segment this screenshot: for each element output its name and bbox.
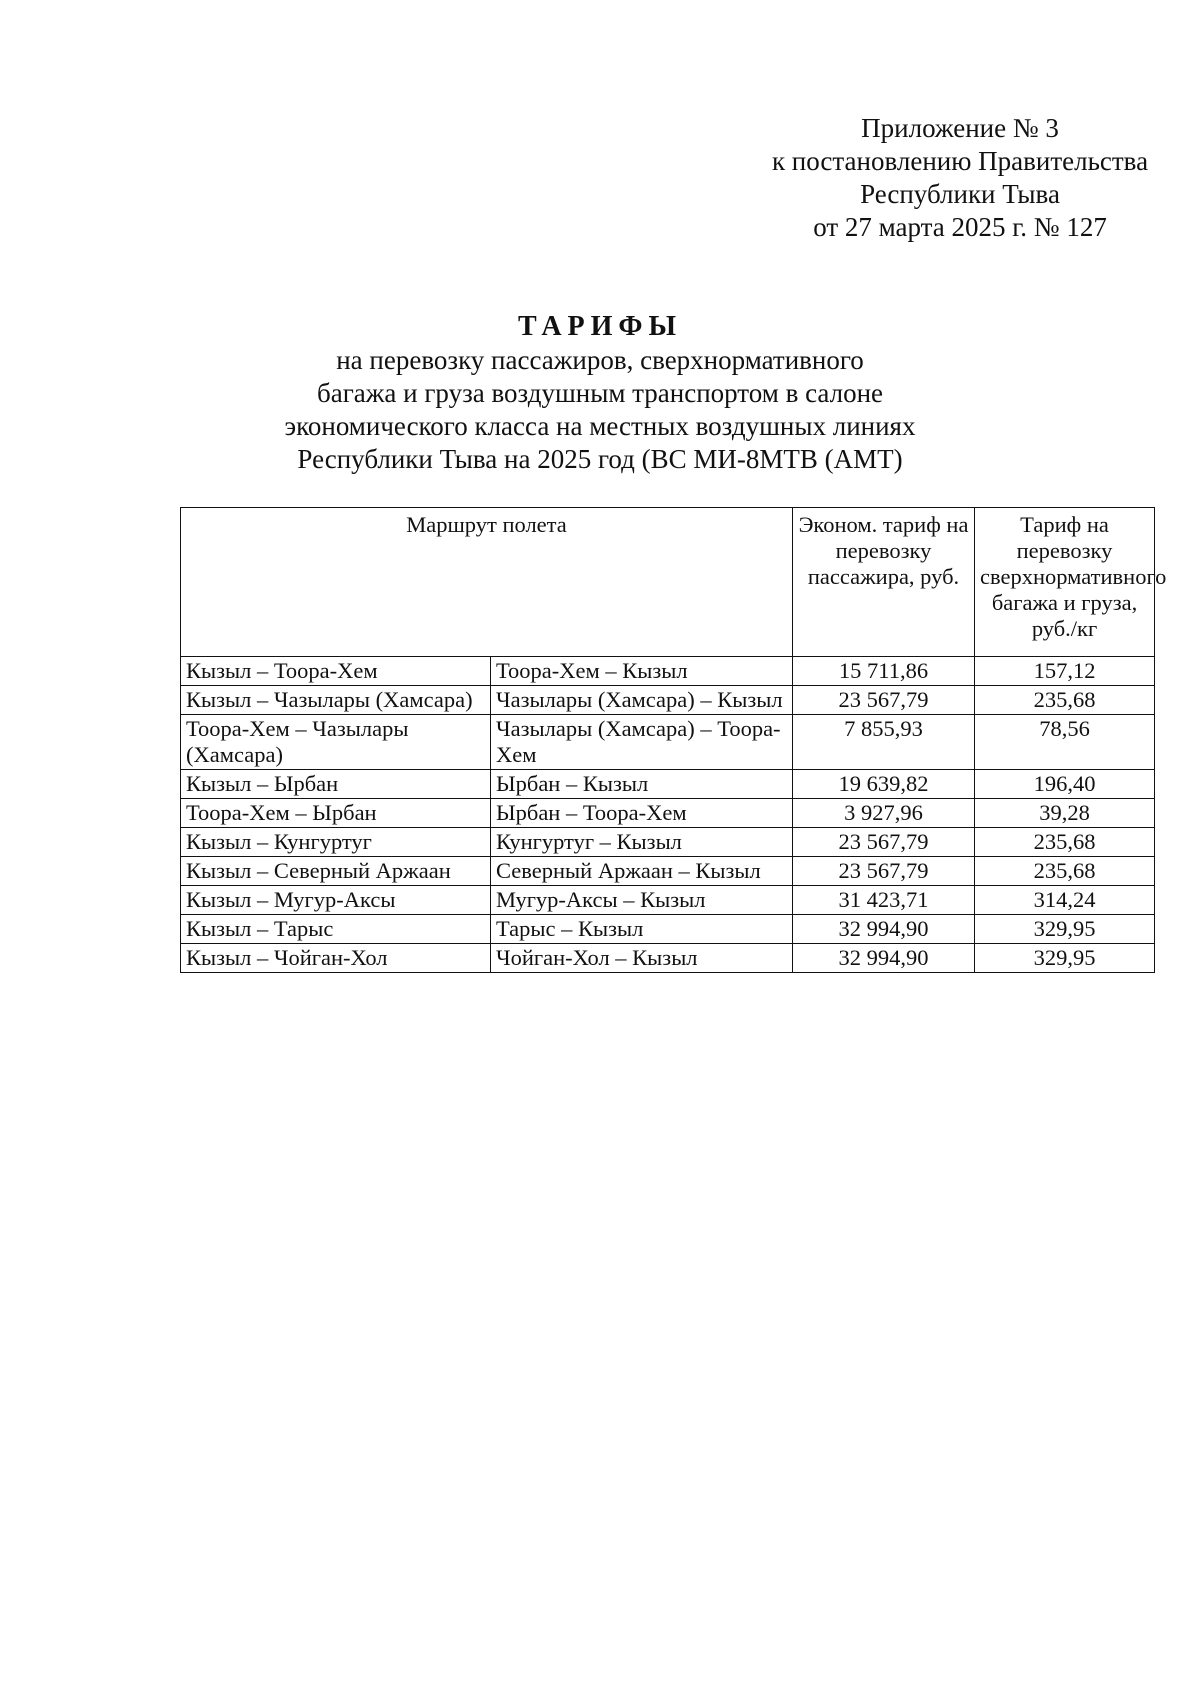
cargo-tariff: 235,68 <box>975 857 1155 886</box>
annex-header <box>740 112 1180 244</box>
title-subtitle <box>200 344 1000 476</box>
passenger-tariff: 23 567,79 <box>793 828 975 857</box>
table-row <box>181 944 1155 973</box>
header-route: Маршрут полета <box>181 508 793 657</box>
passenger-tariff: 7 855,93 <box>793 715 975 770</box>
header-cargo-tariff: Тариф на перевозку сверхнормативного багажа и груза, руб./кг <box>975 508 1155 657</box>
route-return: Мугур-Аксы – Кызыл <box>491 886 793 915</box>
route-outbound: Тоора-Хем – Ырбан <box>181 799 491 828</box>
route-return: Ырбан – Тоора-Хем <box>491 799 793 828</box>
cargo-tariff: 196,40 <box>975 770 1155 799</box>
subtitle-line-4: Республики Тыва на 2025 год (ВС МИ-8МТВ (АМТ) <box>297 444 903 474</box>
document-title <box>200 310 1000 476</box>
table-row <box>181 715 1155 770</box>
cargo-tariff: 329,95 <box>975 915 1155 944</box>
table-row <box>181 770 1155 799</box>
route-outbound: Кызыл – Ырбан <box>181 770 491 799</box>
table-row <box>181 657 1155 686</box>
annex-government: Республики Тыва <box>860 179 1060 209</box>
cargo-tariff: 314,24 <box>975 886 1155 915</box>
route-return: Тарыс – Кызыл <box>491 915 793 944</box>
passenger-tariff: 23 567,79 <box>793 857 975 886</box>
subtitle-line-3: экономического класса на местных воздушных линиях <box>284 411 916 441</box>
route-return: Чазылары (Хамсара) – Кызыл <box>491 686 793 715</box>
passenger-tariff: 15 711,86 <box>793 657 975 686</box>
passenger-tariff: 19 639,82 <box>793 770 975 799</box>
table-row <box>181 828 1155 857</box>
subtitle-line-1: на перевозку пассажиров, сверхнормативного <box>336 345 864 375</box>
table-row <box>181 686 1155 715</box>
annex-reference: к постановлению Правительства <box>771 146 1149 176</box>
subtitle-line-2: багажа и груза воздушным транспортом в салоне <box>316 378 884 408</box>
table-row <box>181 799 1155 828</box>
passenger-tariff: 31 423,71 <box>793 886 975 915</box>
cargo-tariff: 235,68 <box>975 828 1155 857</box>
annex-number: Приложение № 3 <box>861 113 1059 143</box>
route-outbound: Кызыл – Мугур-Аксы <box>181 886 491 915</box>
route-return: Северный Аржаан – Кызыл <box>491 857 793 886</box>
cargo-tariff: 39,28 <box>975 799 1155 828</box>
route-outbound: Кызыл – Тарыс <box>181 915 491 944</box>
table-row <box>181 857 1155 886</box>
route-return: Ырбан – Кызыл <box>491 770 793 799</box>
route-outbound: Кызыл – Чойган-Хол <box>181 944 491 973</box>
route-outbound: Кызыл – Чазылары (Хамсара) <box>181 686 491 715</box>
route-return: Кунгуртуг – Кызыл <box>491 828 793 857</box>
passenger-tariff: 32 994,90 <box>793 944 975 973</box>
header-passenger-tariff: Эконом. тариф на перевозку пассажира, руб. <box>793 508 975 657</box>
cargo-tariff: 329,95 <box>975 944 1155 973</box>
table-row <box>181 886 1155 915</box>
route-outbound: Кызыл – Кунгуртуг <box>181 828 491 857</box>
tariffs-table <box>180 507 1167 973</box>
route-return: Чойган-Хол – Кызыл <box>491 944 793 973</box>
title-main: ТАРИФЫ <box>518 311 682 342</box>
route-return: Тоора-Хем – Кызыл <box>491 657 793 686</box>
route-outbound: Тоора-Хем – Чазылары (Хамсара) <box>181 715 491 770</box>
table-header-row <box>181 508 1155 657</box>
route-return: Чазылары (Хамсара) – Тоора-Хем <box>491 715 793 770</box>
route-outbound: Кызыл – Северный Аржаан <box>181 857 491 886</box>
passenger-tariff: 3 927,96 <box>793 799 975 828</box>
cargo-tariff: 78,56 <box>975 715 1155 770</box>
cargo-tariff: 157,12 <box>975 657 1155 686</box>
cargo-tariff: 235,68 <box>975 686 1155 715</box>
annex-date: от 27 марта 2025 г. № 127 <box>813 212 1107 242</box>
passenger-tariff: 32 994,90 <box>793 915 975 944</box>
route-outbound: Кызыл – Тоора-Хем <box>181 657 491 686</box>
table-row <box>181 915 1155 944</box>
passenger-tariff: 23 567,79 <box>793 686 975 715</box>
